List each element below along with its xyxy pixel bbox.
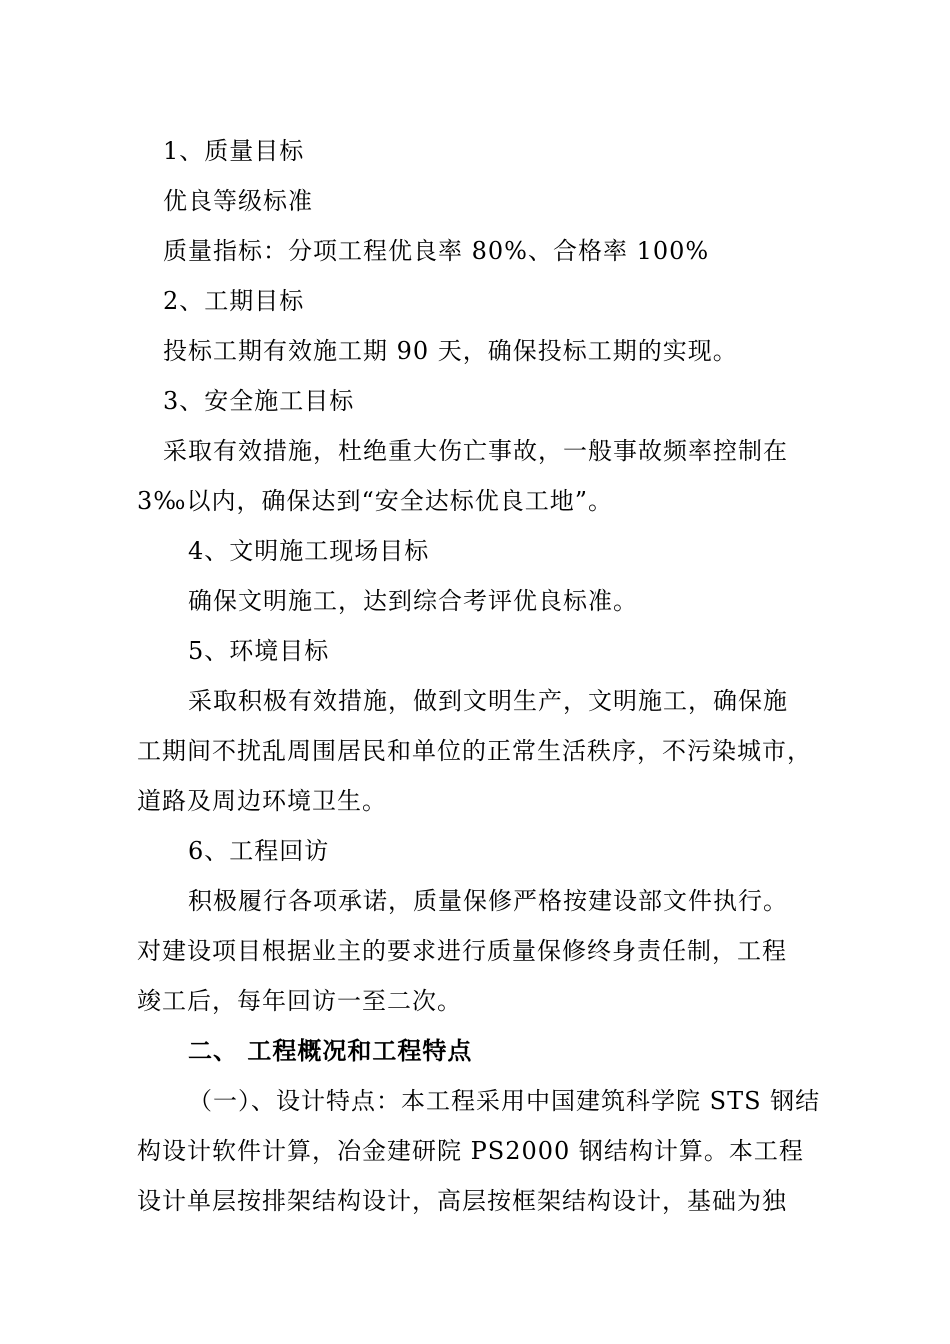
paragraph-line: 采取有效措施，杜绝重大伤亡事故，一般事故频率控制在	[163, 437, 788, 465]
paragraph-line: 竣工后，每年回访一至二次。	[137, 987, 462, 1015]
paragraph-line: 道路及周边环境卫生。	[137, 787, 387, 815]
heading-quality-goal: 1、质量目标	[163, 137, 305, 165]
paragraph-line: 构设计软件计算，冶金建研院 PS2000 钢结构计算。本工程	[137, 1137, 804, 1165]
heading-schedule-goal: 2、工期目标	[163, 287, 305, 315]
section-heading-project-overview: 二、 工程概况和工程特点	[188, 1036, 473, 1065]
paragraph-line: （一）、设计特点：本工程采用中国建筑科学院 STS 钢结	[188, 1087, 821, 1115]
paragraph-line: 对建设项目根据业主的要求进行质量保修终身责任制，工程	[137, 937, 787, 965]
heading-environment-goal: 5、环境目标	[188, 637, 330, 665]
paragraph-line: 采取积极有效措施，做到文明生产，文明施工，确保施	[188, 687, 788, 715]
paragraph-line: 3‰以内，确保达到“安全达标优良工地”。	[137, 487, 614, 515]
paragraph-line: 工期间不扰乱周围居民和单位的正常生活秩序，不污染城市，	[137, 737, 812, 765]
heading-civilized-site-goal: 4、文明施工现场目标	[188, 537, 430, 565]
paragraph-line: 优良等级标准	[163, 187, 313, 215]
paragraph-line: 投标工期有效施工期 90 天，确保投标工期的实现。	[163, 337, 738, 365]
heading-project-revisit: 6、工程回访	[188, 837, 330, 865]
paragraph-line: 质量指标：分项工程优良率 80%、合格率 100%	[163, 237, 710, 265]
paragraph-line: 积极履行各项承诺，质量保修严格按建设部文件执行。	[188, 887, 788, 915]
heading-safety-goal: 3、安全施工目标	[163, 387, 355, 415]
paragraph-line: 确保文明施工，达到综合考评优良标准。	[188, 587, 638, 615]
paragraph-line: 设计单层按排架结构设计，高层按框架结构设计，基础为独	[137, 1187, 787, 1215]
